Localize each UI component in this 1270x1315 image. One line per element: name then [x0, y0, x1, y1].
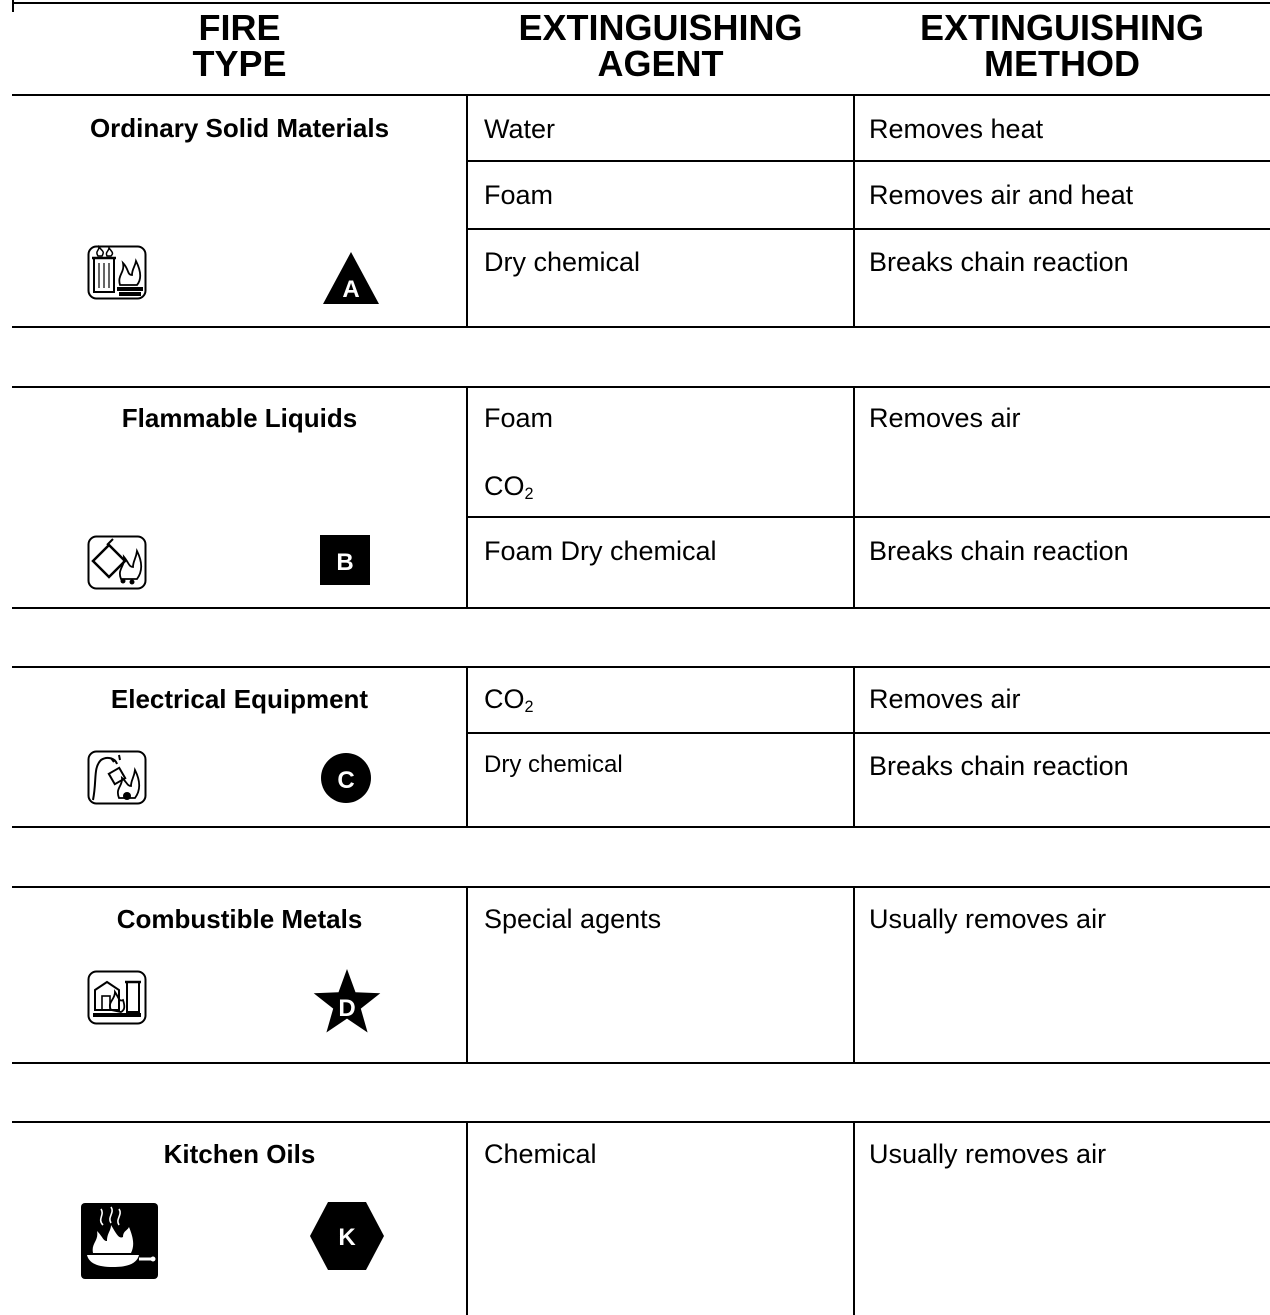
- class-a-triangle-icon: [321, 250, 381, 306]
- method-usually-removes-air: Usually removes air: [869, 904, 1107, 934]
- agent-water: Water: [484, 114, 556, 144]
- fire-type-label: Kitchen Oils: [163, 1139, 316, 1169]
- class-letter: K: [338, 1224, 356, 1251]
- fuel-can-fire-icon: [87, 535, 147, 590]
- class-d-star-icon: [312, 968, 382, 1034]
- metal-fire-icon: [87, 970, 147, 1025]
- method-breaks-chain: Breaks chain reaction: [869, 751, 1129, 781]
- agent-foam: Foam: [484, 403, 554, 433]
- fire-type-label: Flammable Liquids: [121, 403, 358, 433]
- method-removes-air: Removes air: [869, 684, 1021, 714]
- method-usually-removes-air: Usually removes air: [869, 1139, 1107, 1169]
- class-k-hexagon-icon: [309, 1201, 385, 1271]
- fire-type-label: Ordinary Solid Materials: [89, 113, 390, 143]
- method-removes-air-heat: Removes air and heat: [869, 180, 1134, 210]
- trash-wood-fire-icon: [87, 245, 147, 300]
- method-breaks-chain: Breaks chain reaction: [869, 247, 1129, 277]
- method-removes-air: Removes air: [869, 403, 1021, 433]
- agent-chemical: Chemical: [484, 1139, 597, 1169]
- class-letter: C: [337, 767, 355, 794]
- agent-dry-chemical: Dry chemical: [484, 247, 641, 277]
- header-agent: EXTINGUISHING AGENT: [518, 7, 803, 84]
- class-letter: D: [338, 995, 356, 1022]
- frying-pan-fire-icon: [81, 1203, 158, 1279]
- fire-type-label: Combustible Metals: [116, 904, 363, 934]
- fire-type-label: Electrical Equipment: [110, 684, 369, 714]
- agent-co2: $CO_2$: [484, 471, 534, 504]
- agent-foam-dry-chemical: Foam Dry chemical: [484, 536, 717, 566]
- class-letter: B: [336, 549, 354, 576]
- header-bottom-border: [12, 94, 1270, 96]
- class-c-circle-icon: [320, 752, 372, 804]
- agent-dry-chemical: Dry chemical: [484, 751, 623, 778]
- header-fire-type: FIRE TYPE: [192, 7, 287, 84]
- class-b-square-icon: [319, 534, 371, 586]
- method-breaks-chain: Breaks chain reaction: [869, 536, 1129, 566]
- method-removes-heat: Removes heat: [869, 114, 1044, 144]
- agent-co2: $CO_2$: [484, 684, 534, 717]
- table-top-border: [12, 2, 1270, 4]
- agent-special-agents: Special agents: [484, 904, 662, 934]
- agent-foam: Foam: [484, 180, 554, 210]
- plug-fire-icon: [87, 750, 147, 805]
- header-method: EXTINGUISHING METHOD: [919, 7, 1205, 84]
- class-letter: A: [342, 276, 360, 303]
